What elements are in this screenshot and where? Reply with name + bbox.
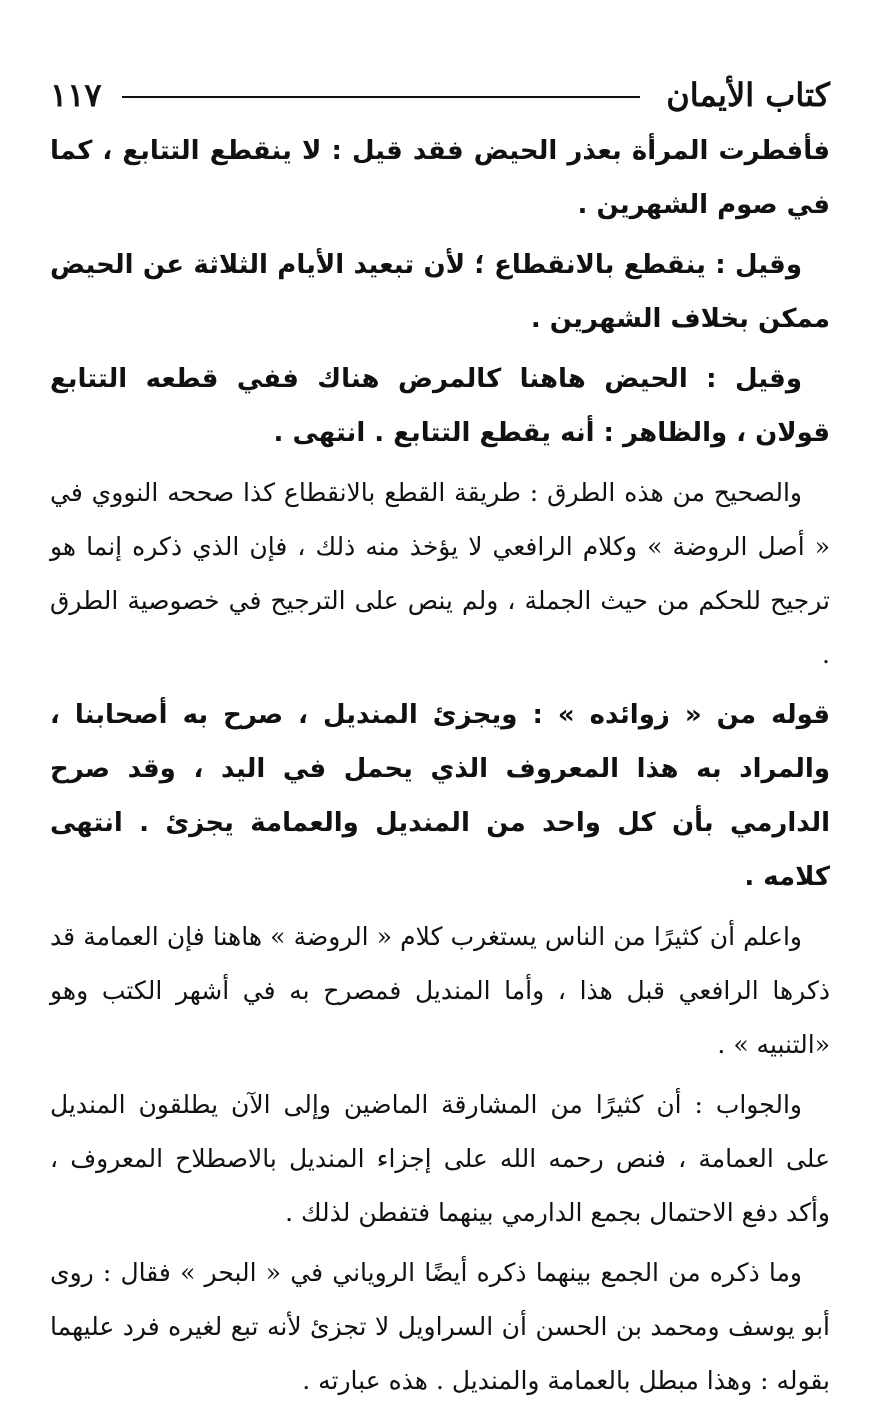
paragraph-commentary-ruyani: وما ذكره من الجمع بينهما ذكره أيضًا الروياني في « البحر » فقال : روى أبو يوسف ومحمد بن الحسن أن السراويل لا تجزئ لأنه تبع لغيره فرد عليهما بقوله : وهذا مبطل بالعمامة والمنديل . هذه عبارته . <box>50 1258 830 1395</box>
paragraph-quote-second-view: وقيل : ينقطع بالانقطاع ؛ لأن تبعيد الأيام الثلاثة عن الحيض ممكن بخلاف الشهرين . <box>50 250 830 334</box>
paragraph-commentary-note: واعلم أن كثيرًا من الناس يستغرب كلام « الروضة » هاهنا فإن العمامة قد ذكرها الرافعي قبل هذا ، وأما المنديل فمصرح به في أشهر الكتب وهو «التنبيه » . <box>50 922 830 1059</box>
paragraph-quote-zawaid: قوله من « زوائده » : ويجزئ المنديل ، صرح به أصحابنا ، والمراد به هذا المعروف الذي يحمل في اليد ، وقد صرح الدارمي بأن كل واحد من المنديل والعمامة يجزئ . انتهى كلامه . <box>50 700 830 892</box>
running-title: كتاب الأيمان <box>666 76 830 114</box>
paragraph-commentary-answer: والجواب : أن كثيرًا من المشارقة الماضين وإلى الآن يطلقون المنديل على العمامة ، فنص رحمه الله على إجزاء المنديل بالاصطلاح المعروف ، وأكد دفع الاحتمال بجمع الدارمي بينهما فتفطن لذلك . <box>50 1090 830 1227</box>
paragraph-commentary-correct-method: والصحيح من هذه الطرق : طريقة القطع بالانقطاع كذا صححه النووي في « أصل الروضة » وكلام الرافعي لا يؤخذ منه ذلك ، فإن الذي ذكره إنما هو ترجيح للحكم من حيث الجملة ، ولم ينص على الترجيح في خصوصية الطرق . <box>50 478 830 669</box>
paragraph-quote-third-view: وقيل : الحيض هاهنا كالمرض هناك ففي قطعه التتابع قولان ، والظاهر : أنه يقطع التتابع . انتهى . <box>50 364 830 448</box>
page-number: ١١٧ <box>50 76 102 114</box>
page-header <box>50 70 830 120</box>
paragraph-continuation: فأفطرت المرأة بعذر الحيض فقد قيل : لا ينقطع التتابع ، كما في صوم الشهرين . <box>50 136 830 220</box>
book-page <box>50 70 830 1408</box>
header-rule <box>122 96 641 98</box>
